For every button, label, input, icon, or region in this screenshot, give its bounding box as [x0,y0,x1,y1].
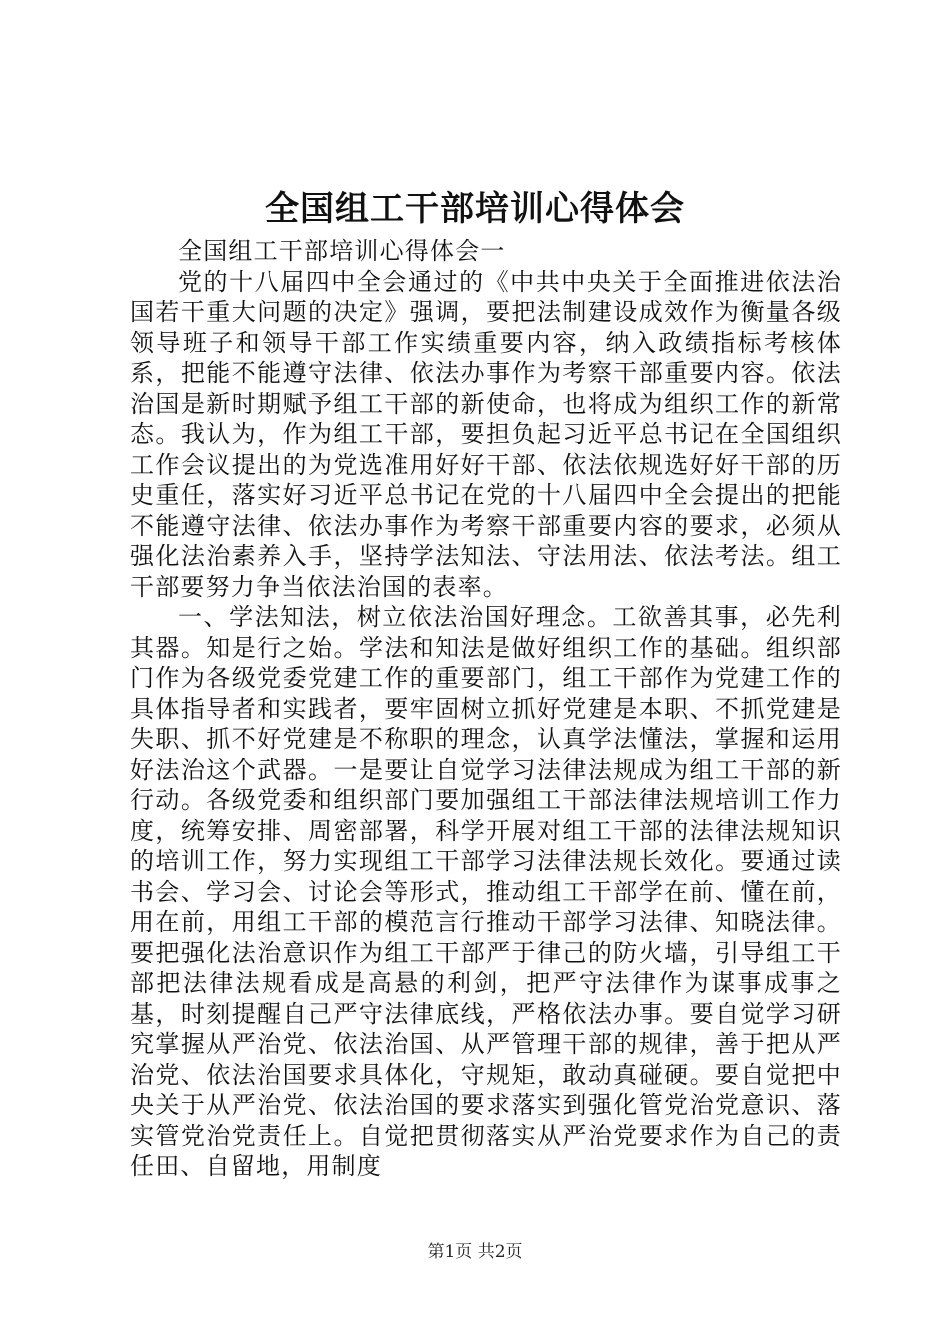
section-heading: 全国组工干部培训心得体会一 [178,237,506,265]
body-paragraph: 党的十八届四中全会通过的《中共中央关于全面推进依法治国若干重大问题的决定》强调，要把法制建设成效作为衡量各级领导班子和领导干部工作实绩重要内容，纳入政绩指标考核体系，把能不能遵守法律、依法办事作为考察干部重要内容。依法治国是新时期赋予组工干部的新使命，也将成为组织工作的新常态。我认为，作为组工干部，要担负起习近平总书记在全国组织工作会议提出的为党选准用好好干部、依法依规选好好干部的历史重任，落实好习近平总书记在党的十八届四中全会提出的把能不能遵守法律、依法办事作为考察干部重要内容的要求，必须从强化法治素养入手，坚持学法知法、守法用法、依法考法。组工干部要努力争当依法治国的表率。 [130,267,842,601]
page-number-footer: 第1页 共2页 [427,1242,523,1262]
document-title: 全国组工干部培训心得体会 [265,189,685,229]
document-body [130,236,842,1182]
body-paragraph: 一、学法知法，树立依法治国好理念。工欲善其事，必先利其器。知是行之始。学法和知法是做好组织工作的基础。组织部门作为各级党委党建工作的重要部门，组工干部作为党建工作的具体指导者和实践者，要牢固树立抓好党建是本职、不抓党建是失职、抓不好党建是不称职的理念，认真学法懂法，掌握和运用好法治这个武器。一是要让自觉学习法律法规成为组工干部的新行动。各级党委和组织部门要加强组工干部法律法规培训工作力度，统筹安排、周密部署，科学开展对组工干部的法律法规知识的培训工作，努力实现组工干部学习法律法规长效化。要通过读书会、学习会、讨论会等形式，推动组工干部学在前、懂在前，用在前，用组工干部的模范言行推动干部学习法律、知晓法律。要把强化法治意识作为组工干部严于律己的防火墙，引导组工干部把法律法规看成是高悬的利剑，把严守法律作为谋事成事之基，时刻提醒自己严守法律底线，严格依法办事。要自觉学习研究掌握从严治党、依法治国、从严管理干部的规律，善于把从严治党、依法治国要求具体化，守规矩，敢动真碰硬。要自觉把中央关于从严治党、依法治国的要求落实到强化管党治党意识、落实管党治党责任上。自觉把贯彻落实从严治党要求作为自己的责任田、自留地，用制度 [130,603,842,1180]
